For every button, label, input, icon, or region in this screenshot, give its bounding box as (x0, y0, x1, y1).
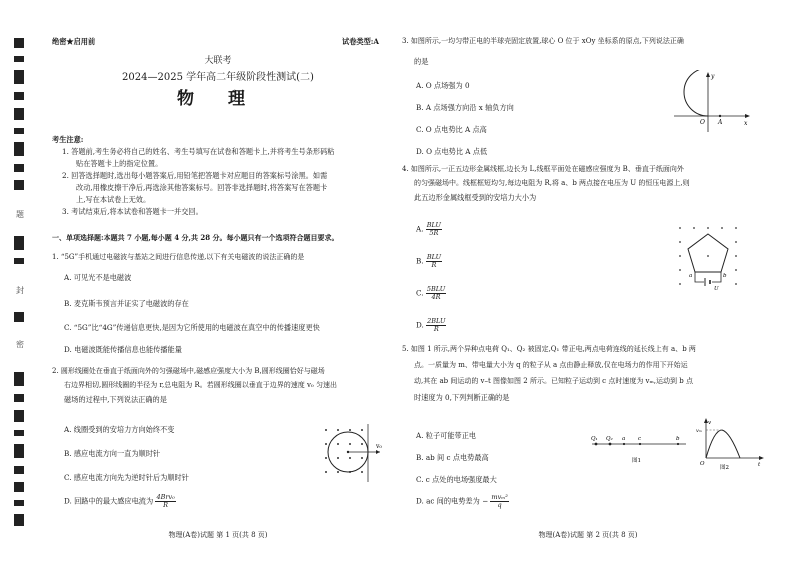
strip-label: 密 (16, 340, 24, 349)
y-label: y (711, 73, 715, 80)
x-label: x (744, 120, 748, 127)
section-heading: 一、单项选择题:本题共 7 小题,每小题 4 分,共 28 分。每小题只有一个选项符合题目要求。 (52, 233, 339, 242)
q4-option-d (416, 318, 446, 333)
v-label: v (708, 420, 712, 426)
note-line: 贴在答题卡上的指定位置。 (76, 159, 163, 168)
question-3-stem: 3. 如图所示,一均匀带正电的半球壳固定放置,球心 O 位于 xOy 坐标系的原点,下列说法正确 (402, 37, 684, 45)
q3-option-b: B. A 点场强方向沿 x 轴负方向 (416, 103, 514, 112)
question-4-stem: 4. 如图所示,一正五边形金属线框,边长为 L,线框平面处在磁感应强度为 B、垂直于纸面向外 (402, 165, 684, 173)
q3-figure (672, 70, 752, 136)
page-footer: 物理(A卷)试题 第 2 页(共 8 页) (538, 531, 638, 539)
strip-bar (14, 514, 24, 526)
point-c (639, 443, 641, 445)
strip-bar (14, 180, 24, 190)
strip-bar (14, 128, 24, 134)
q5-option-b: B. ab 间 c 点电势最高 (416, 453, 489, 462)
question-2-stem: 右边界相切,圆形线圈的半径为 r,总电阻为 R。若圆形线圈以垂直于边界的速度 v₀ 匀速出 (64, 381, 337, 389)
arrow-head (376, 450, 380, 454)
strip-bar (14, 38, 24, 48)
option-letter: C. (416, 288, 424, 298)
figure-caption: 图1 (632, 458, 641, 464)
circuit-wire (712, 272, 721, 282)
q2-figure (318, 422, 388, 484)
question-1-stem: 1. “5G”手机通过电磁波与基站之间进行信息传递,以下有关电磁波的说法正确的是 (52, 253, 305, 261)
q2-option-b: B. 感应电流方向一直为顺时针 (64, 449, 161, 458)
b-label: b (723, 273, 727, 279)
q4-figure (674, 222, 750, 292)
binding-strip (0, 0, 32, 561)
q5-option-d (416, 494, 509, 509)
point-a (623, 443, 625, 445)
a-label: A (718, 119, 723, 126)
c-label: c (638, 436, 642, 442)
question-5-stem: 动,其在 ab 间运动的 v–t 图像如图 2 所示。已知粒子运动到 c 点时速度为 vₘ,运动到 b 点 (414, 377, 693, 385)
charge-q1 (595, 443, 598, 446)
point-b (677, 443, 679, 445)
left-page (42, 0, 394, 561)
q3-option-d: D. O 点电势比 A 点低 (416, 147, 488, 156)
question-5-stem: 点。一质量为 m、带电量大小为 q 的粒子从 a 点由静止释放,仅在电场力的作用下开始运 (414, 361, 688, 369)
fraction (490, 494, 508, 509)
q1-option-d: D. 电磁波既能传播信息也能传播能量 (64, 345, 182, 354)
q3-option-a: A. O 点场强为 0 (416, 81, 470, 90)
fraction-denominator: R (433, 325, 439, 333)
fraction-denominator: R (163, 501, 169, 509)
q5-option-d-prefix: D. ac 间的电势差为 (416, 496, 480, 506)
page-footer: 物理(A卷)试题 第 1 页(共 8 页) (168, 531, 268, 539)
option-letter: D. (416, 320, 424, 330)
q4-option-a (416, 222, 442, 237)
strip-bar (14, 410, 24, 422)
vm-label: vₘ (696, 428, 702, 434)
fraction-numerator: 2BLU (427, 317, 446, 325)
question-2-stem: 磁场的过程中,下列说法正确的是 (64, 395, 167, 404)
strip-bar (14, 108, 24, 120)
strip-label: 封 (16, 286, 24, 295)
strip-bar (14, 56, 24, 62)
q1-option-c: C. “5G”比“4G”传递信息更快,是因为它所使用的电磁波在真空中的传播速度更快 (64, 323, 320, 332)
fraction-numerator: BLU (426, 253, 442, 261)
question-4-stem: 的匀强磁场中。线框框短均匀,每边电阻为 R,将 a、b 两点接在电压为 U 的恒压电源上,则 (414, 179, 690, 187)
note-line: 1. 答题前,考生务必将自己的姓名、考生号填写在试卷和答题卡上,并将考生号条形码粘 (62, 147, 335, 156)
q2-option-d-prefix: D. 回路中的最大感应电流为 (64, 496, 154, 506)
q2-label: Q₂ (606, 436, 613, 442)
q1-option-a: A. 可见光不是电磁波 (64, 273, 132, 282)
fraction (426, 286, 446, 301)
fraction-numerator: 5BLU (426, 285, 446, 293)
question-2-stem: 2. 圆形线圈处在垂直于纸面向外的匀强磁场中,磁感应强度大小为 B,圆形线圈恰好与磁场 (52, 367, 325, 375)
strip-bar (14, 482, 24, 492)
q1-label: Q₁ (591, 436, 598, 442)
strip-bar (14, 312, 24, 322)
q1-option-b: B. 麦克斯韦预言并证实了电磁波的存在 (64, 299, 189, 308)
vt-curve (706, 430, 740, 458)
q2-option-c: C. 感应电流方向先为逆时针后为顺时针 (64, 473, 189, 482)
point-a (719, 115, 721, 117)
org-name: 大联考 (204, 56, 232, 66)
note-line: 上,写在本试卷上无效。 (76, 195, 151, 204)
q2-option-d (64, 494, 176, 509)
option-letter: B. (416, 256, 424, 266)
note-line: 改动,用橡皮擦干净后,再选涂其他答案标号。回答非选择题时,将答案写在答题卡 (76, 183, 328, 192)
fraction (426, 222, 442, 237)
u-label: U (714, 286, 719, 292)
strip-bar (14, 164, 24, 172)
fraction-denominator: R (431, 261, 437, 269)
circuit-wire (695, 272, 704, 282)
strip-bar (14, 444, 24, 458)
strip-bar (14, 258, 24, 264)
q2-option-a: A. 线圈受到的安培力方向始终不变 (64, 425, 175, 434)
note-line: 2. 回答选择题时,选出每小题答案后,用铅笔把答题卡对应题目的答案标号涂黑。如需 (62, 171, 328, 180)
minus-sign: − (482, 496, 489, 506)
fraction-numerator: mvₘ² (491, 493, 508, 501)
fraction (426, 254, 442, 269)
q5-option-c: C. c 点处的电场强度最大 (416, 475, 497, 484)
note-line: 3. 考试结束后,将本试卷和答题卡一并交回。 (62, 207, 203, 216)
strip-bar (14, 394, 24, 402)
question-4-stem: 此五边形金属线框受到的安培力大小为 (414, 193, 537, 202)
origin-label: O (700, 461, 705, 467)
fraction-numerator: BLU (426, 221, 441, 229)
figure-caption: 图2 (720, 465, 729, 471)
notes-title: 考生注意: (52, 135, 84, 144)
field-dots (679, 227, 737, 285)
field-dots (325, 429, 363, 473)
fraction-denominator: 4R (431, 293, 441, 301)
q5-figure-2 (696, 416, 766, 472)
fraction-denominator: 5R (429, 229, 439, 237)
b-label: b (676, 436, 680, 442)
pentagon-frame (688, 234, 728, 272)
strip-bar (14, 430, 24, 436)
q5-option-a: A. 粒子可能带正电 (416, 431, 477, 440)
hemisphere-shell (684, 70, 708, 116)
q5-figure-1 (588, 432, 690, 468)
arrow-head (759, 456, 764, 460)
paper-type: 试卷类型:A (342, 37, 379, 46)
fraction (426, 318, 446, 333)
strip-bar (14, 70, 24, 84)
fraction (155, 494, 175, 509)
q3-option-c: C. O 点电势比 A 点高 (416, 125, 487, 134)
exam-title: 2024—2025 学年高二年级阶段性测试(二) (122, 72, 314, 83)
strip-label: 题 (16, 210, 24, 219)
option-letter: A. (416, 224, 424, 234)
q4-option-b (416, 254, 442, 269)
strip-bar (14, 236, 24, 250)
subject-title: 物 理 (177, 89, 259, 109)
origin-label: O (700, 119, 705, 126)
arrow-head (706, 72, 710, 77)
strip-bar (14, 372, 24, 386)
question-5-stem: 5. 如图 1 所示,两个异种点电荷 Q₁、Q₂ 被固定,Q₁ 带正电,两点电荷连线的延长线上有 a、b 两 (402, 345, 696, 353)
a-label: a (622, 436, 626, 442)
right-page (402, 0, 774, 561)
question-5-stem: 时速度为 0,下列判断正确的是 (414, 393, 510, 402)
velocity-label: v₀ (376, 443, 382, 450)
strip-bar (14, 500, 24, 506)
strip-bar (14, 92, 24, 100)
arrow-head (745, 114, 750, 118)
strip-bar (14, 142, 24, 156)
charge-q2 (609, 443, 612, 446)
t-label: t (758, 462, 761, 468)
fraction-numerator: 4Brv₀ (156, 493, 175, 501)
question-3-stem: 的是 (414, 57, 429, 66)
strip-bar (14, 466, 24, 474)
a-label: a (689, 273, 693, 279)
confidential-mark: 绝密★启用前 (52, 37, 96, 46)
fraction-denominator: q (497, 501, 502, 509)
q4-option-c (416, 286, 446, 301)
